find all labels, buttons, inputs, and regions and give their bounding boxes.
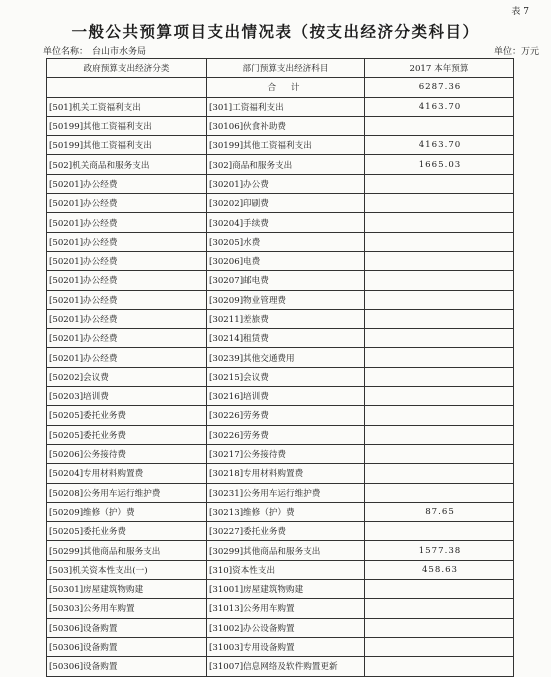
gov-classification-cell: [50199]其他工资福利支出	[47, 136, 207, 155]
dept-subject-cell: [30211]差旅费	[207, 309, 365, 328]
dept-subject-cell: [30209]物业管理费	[207, 290, 365, 309]
budget-amount-cell	[365, 580, 514, 599]
budget-amount-cell	[365, 174, 514, 193]
dept-subject-cell: [30213]维修（护）费	[207, 502, 365, 521]
table-row	[47, 136, 514, 155]
gov-classification-cell: [50299]其他商品和服务支出	[47, 541, 207, 560]
gov-classification-cell: [50306]设备购置	[47, 637, 207, 656]
gov-classification-cell: [50206]公务接待费	[47, 444, 207, 463]
budget-amount-cell: 87.65	[365, 502, 514, 521]
budget-amount-cell	[365, 271, 514, 290]
dept-subject-cell: [30199]其他工资福利支出	[207, 136, 365, 155]
budget-amount-cell	[365, 213, 514, 232]
dept-subject-cell: [30218]专用材料购置费	[207, 464, 365, 483]
table-row	[47, 232, 514, 251]
budget-amount-cell: 1665.03	[365, 155, 514, 174]
budget-amount-cell	[365, 657, 514, 676]
table-row	[47, 213, 514, 232]
gov-classification-cell: [50201]办公经费	[47, 309, 207, 328]
dept-subject-cell: [302]商品和服务支出	[207, 155, 365, 174]
table-row	[47, 271, 514, 290]
table-row	[47, 155, 514, 174]
table-row	[47, 444, 514, 463]
table-row	[47, 560, 514, 579]
budget-amount-cell	[365, 251, 514, 270]
table-row	[47, 637, 514, 656]
gov-classification-cell: [50204]专用材料购置费	[47, 464, 207, 483]
gov-classification-cell: [50201]办公经费	[47, 194, 207, 213]
table-row	[47, 618, 514, 637]
table-row	[47, 348, 514, 367]
table-row	[47, 174, 514, 193]
table-row	[47, 406, 514, 425]
table-row	[47, 541, 514, 560]
table-row	[47, 309, 514, 328]
dept-subject-cell: [31001]房屋建筑物购建	[207, 580, 365, 599]
gov-classification-cell: [50306]设备购置	[47, 618, 207, 637]
table-row	[47, 367, 514, 386]
budget-amount-cell	[365, 290, 514, 309]
dept-subject-cell: [30215]会议费	[207, 367, 365, 386]
header-gov-classification: 政府预算支出经济分类	[47, 59, 207, 78]
table-row	[47, 483, 514, 502]
gov-classification-cell: [50201]办公经费	[47, 329, 207, 348]
budget-amount-cell: 4163.70	[365, 97, 514, 116]
dept-subject-cell: [31003]专用设备购置	[207, 637, 365, 656]
unit-info-row	[43, 44, 539, 56]
table-row	[47, 425, 514, 444]
table-row	[47, 329, 514, 348]
table-row	[47, 599, 514, 618]
table-row	[47, 522, 514, 541]
unit-label: 单位名称：	[43, 47, 89, 57]
table-row	[47, 387, 514, 406]
budget-amount-cell	[365, 194, 514, 213]
gov-classification-cell: [50201]办公经费	[47, 213, 207, 232]
gov-classification-cell: [50202]会议费	[47, 367, 207, 386]
dept-subject-cell: [30201]办公费	[207, 174, 365, 193]
gov-classification-cell: [50205]委托业务费	[47, 406, 207, 425]
currency-unit: 单位：万元	[493, 47, 539, 57]
dept-subject-cell: [30206]电费	[207, 251, 365, 270]
document-title: 一般公共预算项目支出情况表（按支出经济分类科目）	[71, 22, 480, 41]
dept-subject-cell: [31002]办公设备购置	[207, 618, 365, 637]
budget-amount-cell	[365, 406, 514, 425]
dept-subject-cell: [30227]委托业务费	[207, 522, 365, 541]
budget-amount-cell	[365, 348, 514, 367]
dept-subject-cell: [30216]培训费	[207, 387, 365, 406]
gov-classification-cell: [50201]办公经费	[47, 271, 207, 290]
gov-classification-cell: [50201]办公经费	[47, 251, 207, 270]
total-row	[47, 78, 514, 97]
table-row	[47, 657, 514, 676]
gov-classification-cell: [50201]办公经费	[47, 348, 207, 367]
gov-classification-cell: [501]机关工资福利支出	[47, 97, 207, 116]
table-row	[47, 290, 514, 309]
budget-amount-cell	[365, 425, 514, 444]
gov-classification-cell: [50205]委托业务费	[47, 425, 207, 444]
budget-amount-cell	[365, 483, 514, 502]
total-label: 合 计	[207, 78, 365, 97]
gov-classification-cell: [50199]其他工资福利支出	[47, 116, 207, 135]
dept-subject-cell: [30231]公务用车运行维护费	[207, 483, 365, 502]
table-row	[47, 464, 514, 483]
budget-amount-cell	[365, 367, 514, 386]
gov-classification-cell: [50205]委托业务费	[47, 522, 207, 541]
dept-subject-cell: [30214]租赁费	[207, 329, 365, 348]
dept-subject-cell: [30299]其他商品和服务支出	[207, 541, 365, 560]
header-budget-amount: 2017 本年预算	[365, 59, 514, 78]
gov-classification-cell: [50306]设备购置	[47, 657, 207, 676]
gov-classification-cell: [50201]办公经费	[47, 174, 207, 193]
header-dept-subject: 部门预算支出经济科目	[207, 59, 365, 78]
gov-classification-cell: [50301]房屋建筑物购建	[47, 580, 207, 599]
table-row	[47, 116, 514, 135]
budget-amount-cell	[365, 464, 514, 483]
dept-subject-cell: [30202]印刷费	[207, 194, 365, 213]
gov-classification-cell: [50208]公务用车运行维护费	[47, 483, 207, 502]
dept-subject-cell: [30204]手续费	[207, 213, 365, 232]
header-row	[47, 59, 514, 78]
budget-amount-cell: 4163.70	[365, 136, 514, 155]
page-number: 表 7	[511, 7, 529, 17]
dept-subject-cell: [30226]劳务费	[207, 406, 365, 425]
dept-subject-cell: [30226]劳务费	[207, 425, 365, 444]
gov-classification-cell: [50303]公务用车购置	[47, 599, 207, 618]
budget-amount-cell: 1577.38	[365, 541, 514, 560]
gov-classification-cell: [503]机关资本性支出(一)	[47, 560, 207, 579]
total-blank-cell	[47, 78, 207, 97]
unit-name: 台山市水务局	[92, 47, 147, 57]
expenditure-table	[46, 58, 514, 677]
gov-classification-cell: [502]机关商品和服务支出	[47, 155, 207, 174]
dept-subject-cell: [30205]水费	[207, 232, 365, 251]
table-row	[47, 97, 514, 116]
budget-amount-cell	[365, 599, 514, 618]
table-row	[47, 580, 514, 599]
gov-classification-cell: [50209]维修（护）费	[47, 502, 207, 521]
budget-amount-cell	[365, 309, 514, 328]
dept-subject-cell: [30217]公务接待费	[207, 444, 365, 463]
dept-subject-cell: [310]资本性支出	[207, 560, 365, 579]
total-value: 6287.36	[365, 78, 514, 97]
dept-subject-cell: [31013]公务用车购置	[207, 599, 365, 618]
budget-amount-cell	[365, 116, 514, 135]
budget-amount-cell	[365, 232, 514, 251]
dept-subject-cell: [301]工资福利支出	[207, 97, 365, 116]
gov-classification-cell: [50201]办公经费	[47, 290, 207, 309]
table-row	[47, 502, 514, 521]
table-row	[47, 251, 514, 270]
budget-amount-cell	[365, 618, 514, 637]
budget-amount-cell: 458.63	[365, 560, 514, 579]
dept-subject-cell: [31007]信息网络及软件购置更新	[207, 657, 365, 676]
dept-subject-cell: [30207]邮电费	[207, 271, 365, 290]
dept-subject-cell: [30106]伙食补助费	[207, 116, 365, 135]
budget-amount-cell	[365, 387, 514, 406]
budget-amount-cell	[365, 522, 514, 541]
budget-amount-cell	[365, 444, 514, 463]
budget-amount-cell	[365, 329, 514, 348]
gov-classification-cell: [50203]培训费	[47, 387, 207, 406]
table-row	[47, 194, 514, 213]
dept-subject-cell: [30239]其他交通费用	[207, 348, 365, 367]
budget-amount-cell	[365, 637, 514, 656]
gov-classification-cell: [50201]办公经费	[47, 232, 207, 251]
